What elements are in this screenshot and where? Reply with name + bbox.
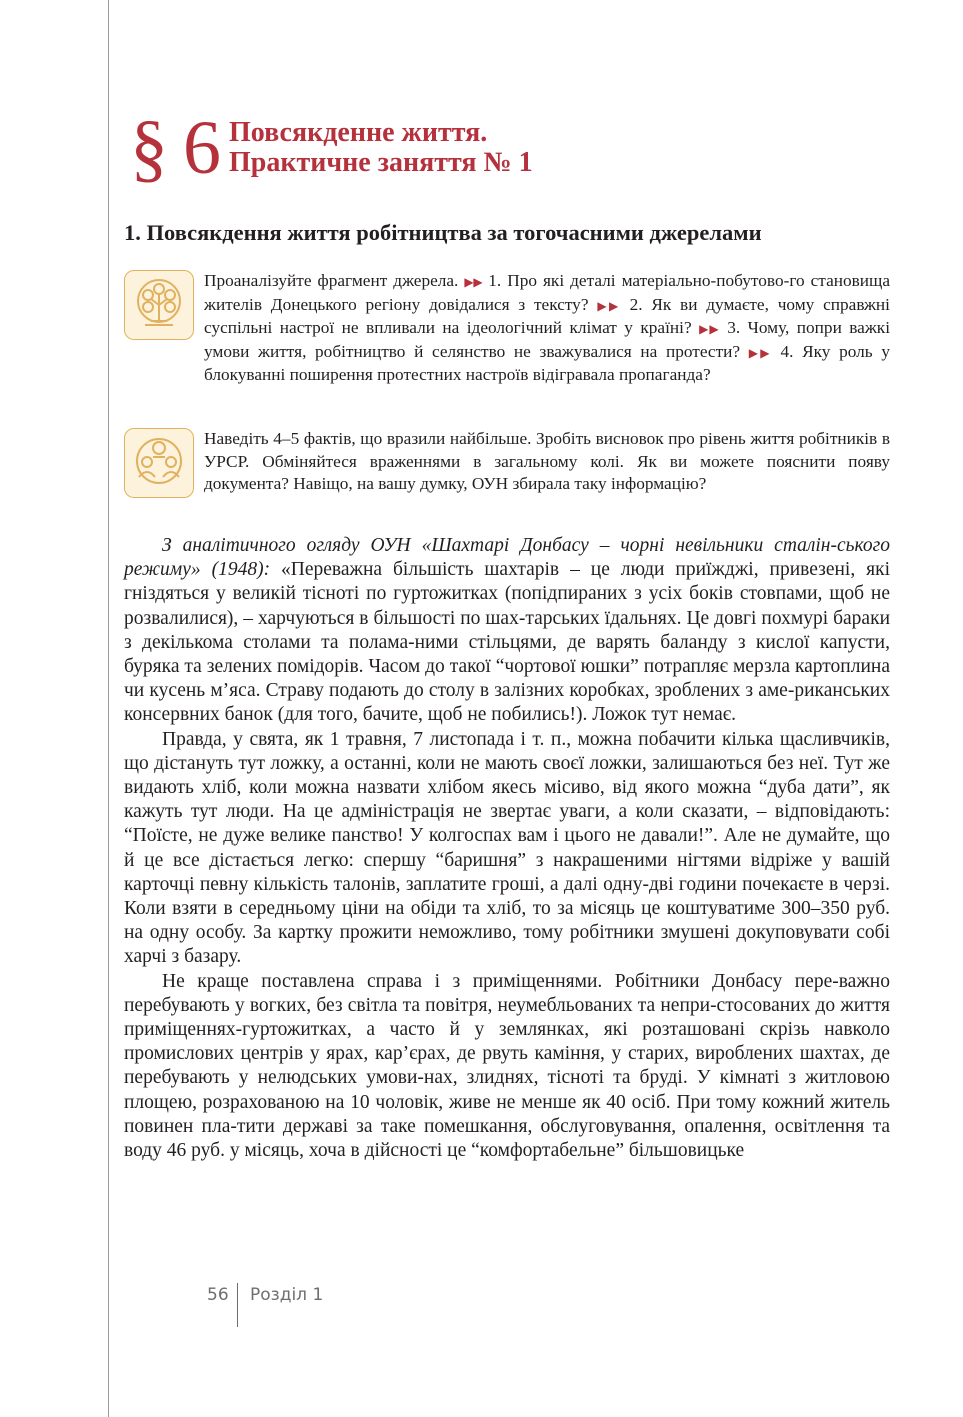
source-paragraph-1 <box>124 534 890 728</box>
task-1-question-3: 3. Чому, попри важкі умови життя, робітництво й селянство не зважувалися на протести? <box>204 318 890 361</box>
task-1-question-1: 1. Про які деталі матеріально-побутово-го становища жителів Донецького регіону довідалися з тексту? <box>204 271 891 314</box>
double-triangle-icon: ▶▶ <box>464 275 483 289</box>
source-paragraph-3: Не краще поставлена справа і з приміщеннями. Робітники Донбасу пере-важно перебувають у вогких, без світла та повітря, неумебльованих та непри-стосованих до життя приміщеннях-гуртожитках, а часто й у землянках, які розташовані скрізь навколо промислових центрів у ярах, кар’єрах, де рвуть каміння, у старих, вироблених шахтах, де перебувають у нелюдських умови-нах, злиднях, тісноті та бруді. У кімнаті з житловою площею, розрахованою на 10 чоловік, живе не менше як 40 осіб. При тому кожний житель повинен пла-тити державі за таке помешкання, обслуговування, опалення, освітлення та воду 46 руб. у місяць, хоча в дійсності це “комфортабельне” більшовицьке <box>124 970 890 1162</box>
task-1-question-2: 2. Як ви думаєте, чому справжні суспільні настрої не впливали на ідеологічний клімат у країні? <box>204 294 890 337</box>
section-title: 1. Повсякдення життя робітництва за тогочасними джерелами <box>124 220 762 245</box>
double-triangle-icon: ▶▶ <box>748 345 772 360</box>
source-paragraph-2: Правда, у свята, як 1 травня, 7 листопада і т. п., можна побачити кілька щасливчиків, що дістануть тут ложку, а останні, коли не мають своєї ложки, залишаються без неї. Тут же видають хліб, коли можна назвати хлібом якесь місиво, від якого можна “дуба дати”, як кажуть тут люди. На це адміністрація не звертає уваги, а коли сказати, – відповідають: “Поїсте, не дуже велике панство! У колгоспах вам і цього не давали!”. Але не думайте, що й це все дістається легко: спершу “баришня” з накрашеними нігтями відріже у вашій карточці певну кількість талонів, заплатите гроші, а далі одну-дві години почекаєте в черзі. Коли взяти в середньому ціни на обіди та хліб, то за місяць це коштуватиме 300–350 руб. на одну особу. За картку прожити неможливо, тому робітники змушені докуповувати собі харчі з базару. <box>124 728 890 968</box>
section-label: Розділ 1 <box>250 1285 324 1305</box>
double-triangle-icon: ▶▶ <box>699 322 720 336</box>
page-margin-line <box>108 0 109 1417</box>
task-2-text: Наведіть 4–5 фактів, що вразили найбільше. Зробіть висновок про рівень життя робітників в УРСР. Обміняйтеся враженнями в загальному колі. Як ви можете пояснити появу документа? Навіщо, на вашу думку, ОУН збирала таку інформацію? <box>204 429 890 493</box>
paragraph-title <box>229 118 533 178</box>
source-citation: З аналітичного огляду ОУН «Шахтарі Донбасу – чорні невільники сталін-ського режиму» (1948): <box>124 535 890 581</box>
task-1-question-4: 4. Яку роль у блокуванні поширення протестних настроїв відігравала пропаганда? <box>204 341 890 384</box>
paragraph-number: § 6 <box>130 106 219 190</box>
source-excerpt <box>124 534 890 1163</box>
page-number: 56 <box>207 1285 229 1305</box>
footer-divider <box>237 1283 238 1327</box>
task-2 <box>124 428 890 496</box>
double-triangle-icon: ▶▶ <box>597 298 621 313</box>
paragraph-title-line2: Практичне заняття № 1 <box>229 147 533 178</box>
paragraph-title-line1: Повсякденне життя. <box>229 117 488 148</box>
task-1-intro: Проаналізуйте фрагмент джерела. <box>204 271 459 290</box>
task-1 <box>124 270 890 387</box>
source-paragraph-1-text: «Переважна більшість шахтарів – це люди приїжджі, привезені, які гніздяться у великій тісноті по гуртожитках (попідпираних з усіх боків стовпами, щоб не розвалилися), – харчуються в більшості по шах-тарських їдальнях. Це довгі похмурі бараки з декількома столами та полама-ними стільцями, де варять баланду з кислої капусти, буряка та зелених помідорів. Часом до такої “чортової юшки” потрапляє мерзла картоплина чи кусень м’яса. Страву подають до столу в залізних коробках, зроблених з аме-риканських консервних банок (для того, бачите, щоб не побились!). Ложок тут немає. <box>124 559 891 726</box>
